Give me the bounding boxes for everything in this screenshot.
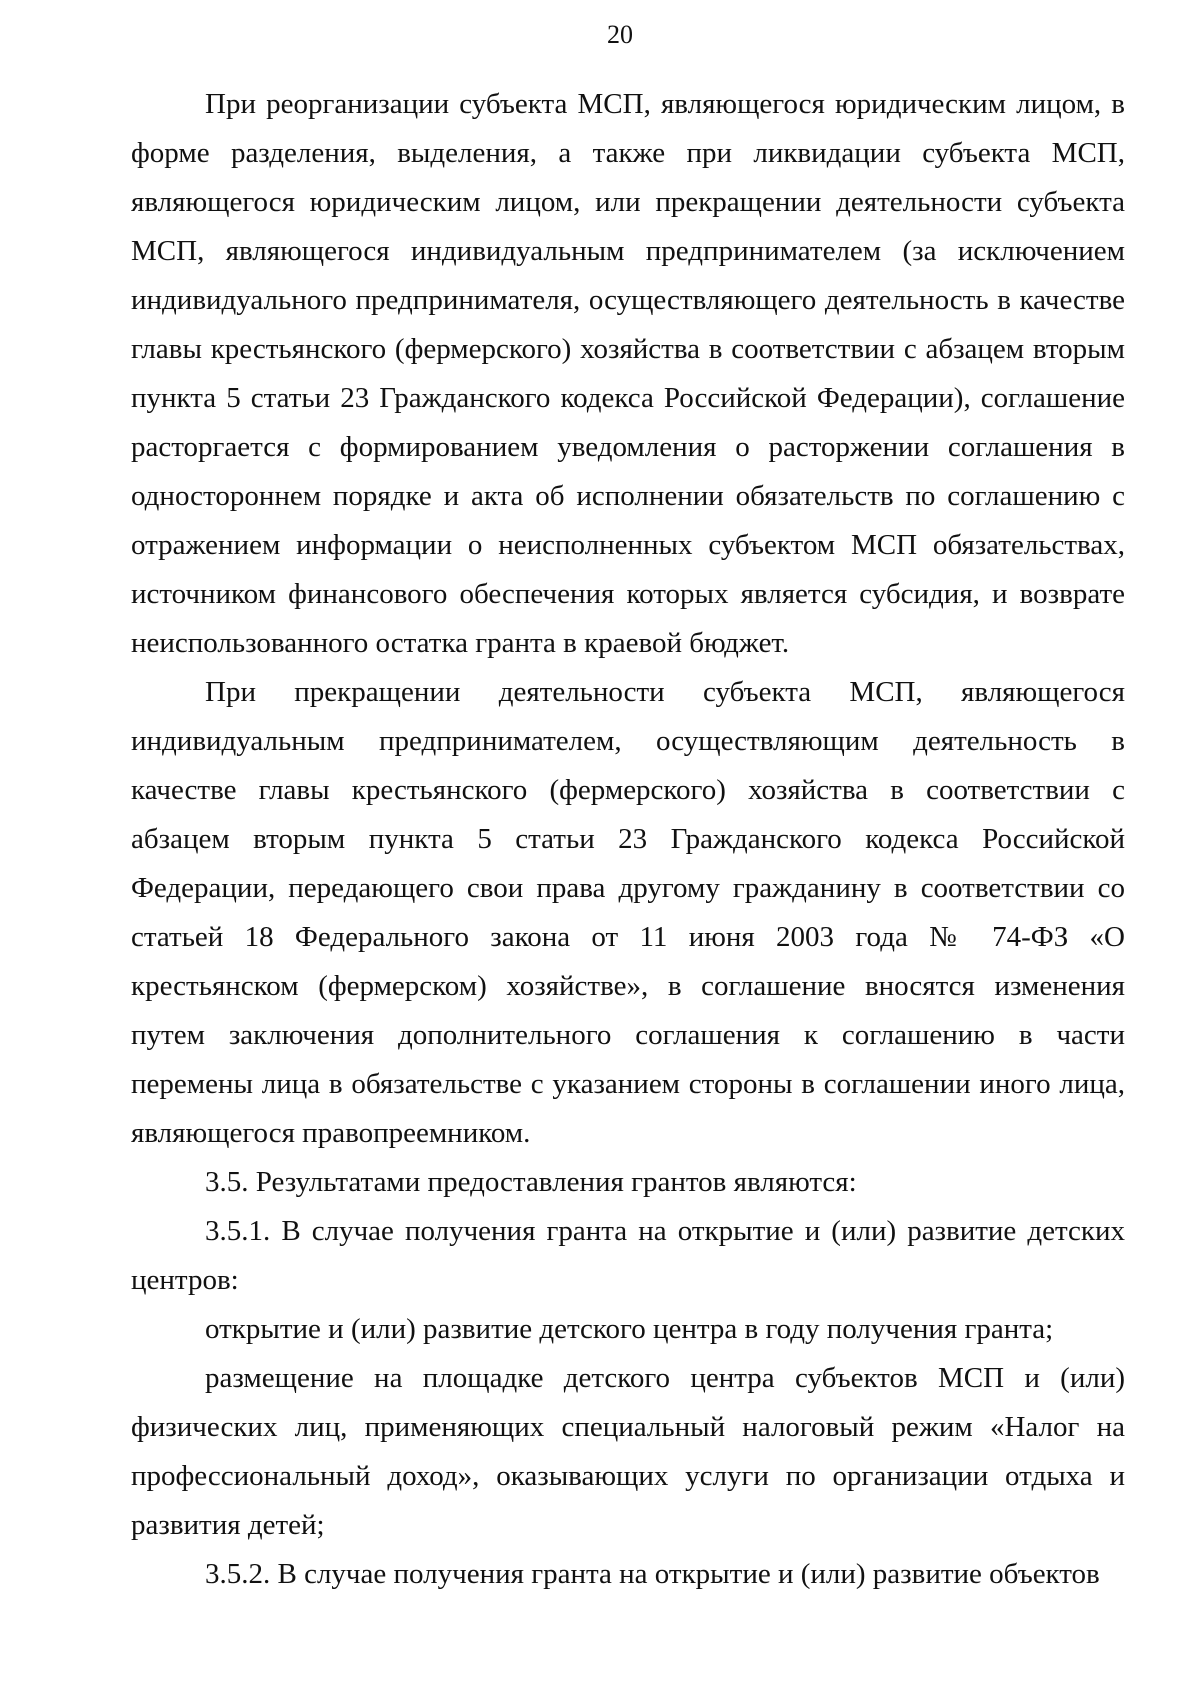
paragraph-reorganization: При реорганизации субъекта МСП, являющегося юридическим лицом, в форме разделения, выделения, а также при ликвидации субъекта МСП, являющегося юридическим лицом, или прекращении деятельности субъекта МСП, являющегося индивидуальным предпринимателем (за исключением индивидуального предпринимателя, осуществляющего деятельность в качестве главы крестьянского (фермерского) хозяйства в соответствии с абзацем вторым пункта 5 статьи 23 Гражданского кодекса Российской Федерации), соглашение расторгается с формированием уведомления о расторжении соглашения в одностороннем порядке и акта об исполнении обязательств по соглашению с отражением информации о неисполненных субъектом МСП обязательствах, источником финансового обеспечения которых является субсидия, и возврате неиспользованного остатка гранта в краевой бюджет. (131, 88, 1125, 659)
document-body (131, 80, 1125, 1599)
paragraph-farm-termination: При прекращении деятельности субъекта МСП, являющегося индивидуальным предпринимателем, осуществляющим деятельность в качестве главы крестьянского (фермерского) хозяйства в соответствии с абзацем вторым пункта 5 статьи 23 Гражданского кодекса Российской Федерации, передающего свои права другому гражданину в соответствии со статьей 18 Федерального закона от 11 июня 2003 года № 74-ФЗ «О крестьянском (фермерском) хозяйстве», в соглашение вносятся изменения путем заключения дополнительного соглашения к соглашению в части перемены лица в обязательстве с указанием стороны в соглашении иного лица, являющегося правопреемником. (131, 676, 1125, 1149)
paragraph-results-heading: 3.5. Результатами предоставления грантов являются: (205, 1166, 857, 1198)
paragraph-center-opening: открытие и (или) развитие детского центра в году получения гранта; (205, 1313, 1054, 1345)
paragraph-3-5-1: 3.5.1. В случае получения гранта на открытие и (или) развитие детских центров: (131, 1215, 1125, 1296)
page-number: 20 (607, 20, 633, 49)
paragraph-center-placement: размещение на площадке детского центра субъектов МСП и (или) физических лиц, применяющих специальный налоговый режим «Налог на профессиональный доход», оказывающих услуги по организации отдыха и развития детей; (131, 1362, 1125, 1541)
paragraph-3-5-2: 3.5.2. В случае получения гранта на открытие и (или) развитие объектов (205, 1558, 1100, 1590)
